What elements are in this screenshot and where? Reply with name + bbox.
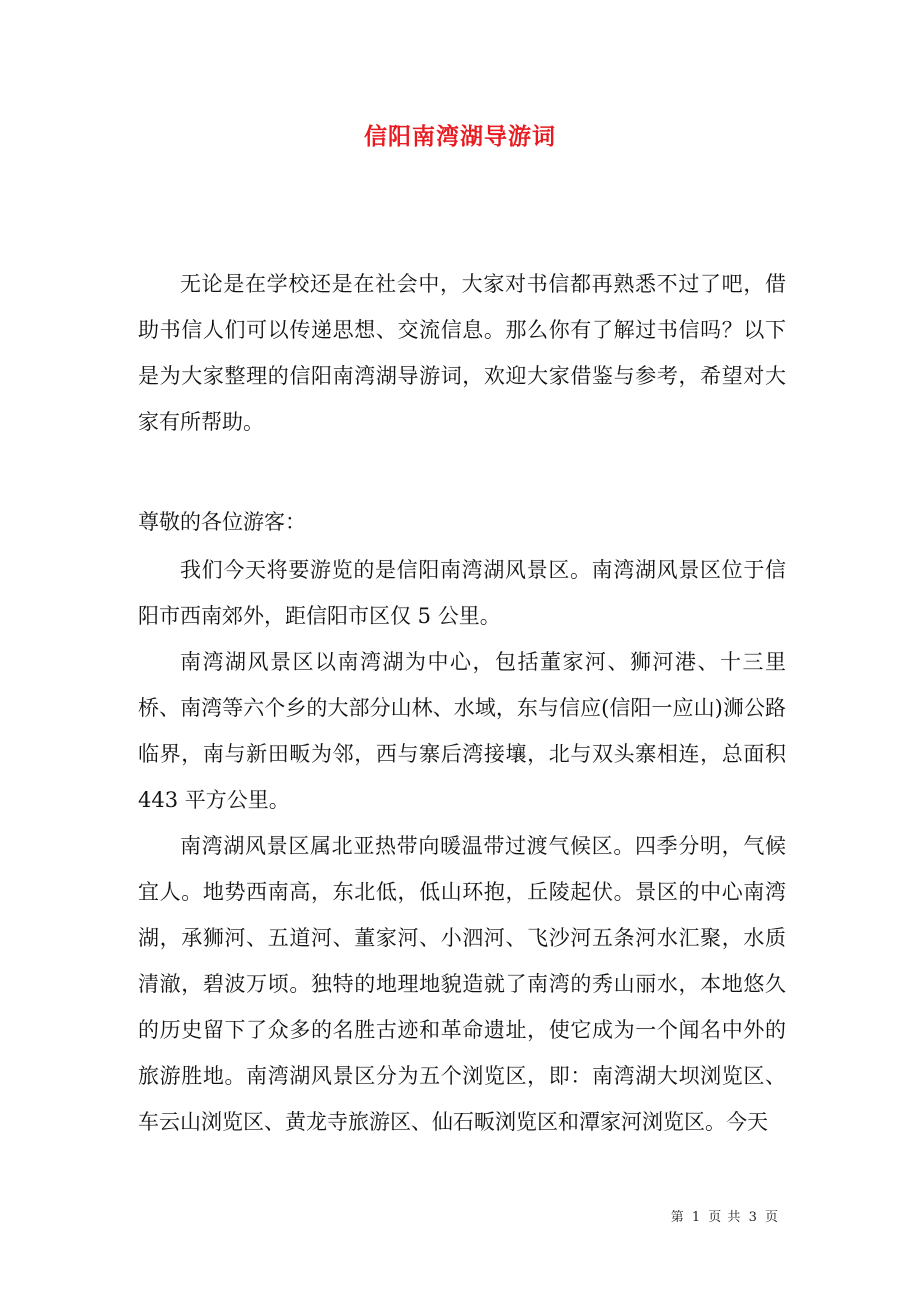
body-paragraph-1: 我们今天将要游览的是信阳南湾湖风景区。南湾湖风景区位于信阳市西南郊外，距信阳市区仅 5 公里。 — [138, 558, 786, 628]
footer-suffix: 页 — [764, 1210, 779, 1225]
footer-prefix: 第 — [670, 1210, 685, 1225]
body-paragraph-2: 南湾湖风景区以南湾湖为中心，包括董家河、狮河港、十三里桥、南湾等六个乡的大部分山林、水域，东与信应(信阳一应山)浉公路临界，南与新田畈为邻，西与寨后湾接壤，北与双头寨相连，总面积 443 平方公里。 — [138, 650, 786, 812]
footer-total-pages: 3 — [748, 1210, 758, 1225]
page-number-footer — [670, 1206, 780, 1225]
footer-current-page: 1 — [691, 1210, 702, 1225]
footer-mid: 页 共 — [708, 1210, 742, 1225]
document-title: 信阳南湾湖导游词 — [364, 123, 556, 150]
intro-paragraph: 无论是在学校还是在社会中，大家对书信都再熟悉不过了吧，借助书信人们可以传递思想、交流信息。那么你有了解过书信吗？以下是为大家整理的信阳南湾湖导游词，欢迎大家借鉴与参考，希望对大家有所帮助。 — [138, 272, 786, 434]
salutation: 尊敬的各位游客： — [138, 510, 306, 534]
body-paragraph-3: 南湾湖风景区属北亚热带向暖温带过渡气候区。四季分明，气候宜人。地势西南高，东北低，低山环抱，丘陵起伏。景区的中心南湾湖，承狮河、五道河、董家河、小泗河、飞沙河五条河水汇聚，水质清澈，碧波万顷。独特的地理地貌造就了南湾的秀山丽水，本地悠久的历史留下了众多的名胜古迹和革命遗址，使它成为一个闻名中外的旅游胜地。南湾湖风景区分为五个浏览区，即：南湾湖大坝浏览区、车云山浏览区、黄龙寺旅游区、仙石畈浏览区和潭家河浏览区。今天 — [138, 834, 786, 1134]
